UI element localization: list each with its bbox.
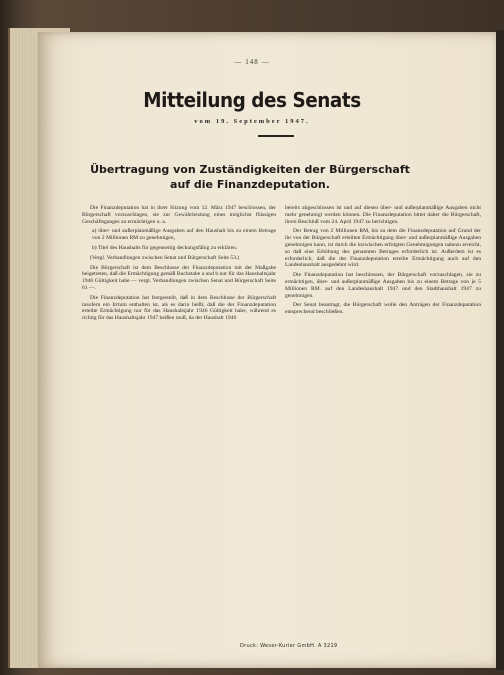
paragraph: Der Betrag von 2 Millionen RM, bis zu dem die Finanzdeputation auf Grund der ihr von der Bürgerschaft erteilten Ermächtigung über- und außerplanmäßige Ausgaben genehmigen kann, ist durch die inzwischen erfolgten Genehmigungen nahezu erreicht, so daß eine Erhöhung des genannten Betrages erforderlich ist. Außerdem ist es erforderlich, daß die der Finanzdeputation erteilte Ermächtigung auch auf den Landeshaushalt ausgedehnt wird. (285, 228, 481, 269)
paragraph: Die Bürgerschaft ist dem Beschlusse der Finanzdeputation mit der Maßgabe beigetreten, daß die Ermächtigung gemäß Buchstabe a und b nur für das Haushaltsjahr 1946 Gültigkeit habe — vergl. Verhandlungen zwischen Senat und Bürgerschaft Seite 61 —. (82, 264, 276, 291)
document-page (38, 32, 496, 668)
printer-imprint: Druck: Weser-Kurier GmbH. A 3219 (240, 643, 338, 649)
document-title: Mitteilung des Senats (143, 88, 361, 112)
paragraph: (Vergl. Verhandlungen zwischen Senat und Bürgerschaft Seite 53.) (90, 254, 240, 261)
paragraph: bereits abgeschlossen ist und auf diesen über- und außerplanmäßige Ausgaben nicht mehr genehmigt werden können. Die Finanzdeputation bittet daher die Bürgerschaft, ihren Beschluß vom 24. April 1947 zu berichtigen. (285, 205, 481, 225)
page-number: — 148 — (234, 58, 270, 66)
paragraph: Der Senat beantragt, die Bürgerschaft wolle den Anträgen der Finanzdeputation entsprechend beschließen. (285, 302, 481, 316)
title-rule (258, 135, 294, 137)
subtitle-line-1: Übertragung von Zuständigkeiten der Bürgerschaft (90, 163, 410, 176)
subtitle-line-2: auf die Finanzdeputation. (170, 178, 330, 191)
left-column (82, 205, 276, 325)
section-subtitle (40, 162, 460, 192)
right-column (285, 205, 481, 319)
paragraph: Die Finanzdeputation hat festgestellt, daß in dem Beschlusse der Bürgerschaft insofern ein Irrtum enthalten ist, als es darin heißt, daß die der Finanzdeputation erteilte Ermächtigung nur für das Haushaltsjahr 1946 Gültigkeit habe, während es richtig für das Haushaltsjahr 1947 heißen muß, da der Haushalt 1946 (82, 294, 276, 322)
scan-border (496, 30, 504, 670)
document-date: vom 19. September 1947. (194, 118, 310, 125)
paragraph: Die Finanzdeputation hat in ihrer Sitzung vom 12. März 1947 beschlossen, der Bürgerschaft vorzuschlagen, sie zur Gewährleistung eines möglichst flüssigen Geschäftsganges zu ermächtigen u. a. (82, 205, 276, 225)
list-item: b) Titel des Haushalts für gegenseitig deckungsfähig zu erklären. (92, 244, 238, 251)
list-item: a) über- und außerplanmäßige Ausgaben auf den Haushalt bis zu einem Betrage von 2 Millionen RM zu genehmigen, (92, 228, 276, 242)
paragraph: Die Finanzdeputation hat beschlossen, der Bürgerschaft vorzuschlagen, sie zu ermächtigen, über- und außerplanmäßige Ausgaben bis zu einem Betrage von je 5 Millionen RM. auf den Landeshaushalt 1947 und den Stadthaushalt 1947 zu genehmigen. (285, 272, 481, 299)
